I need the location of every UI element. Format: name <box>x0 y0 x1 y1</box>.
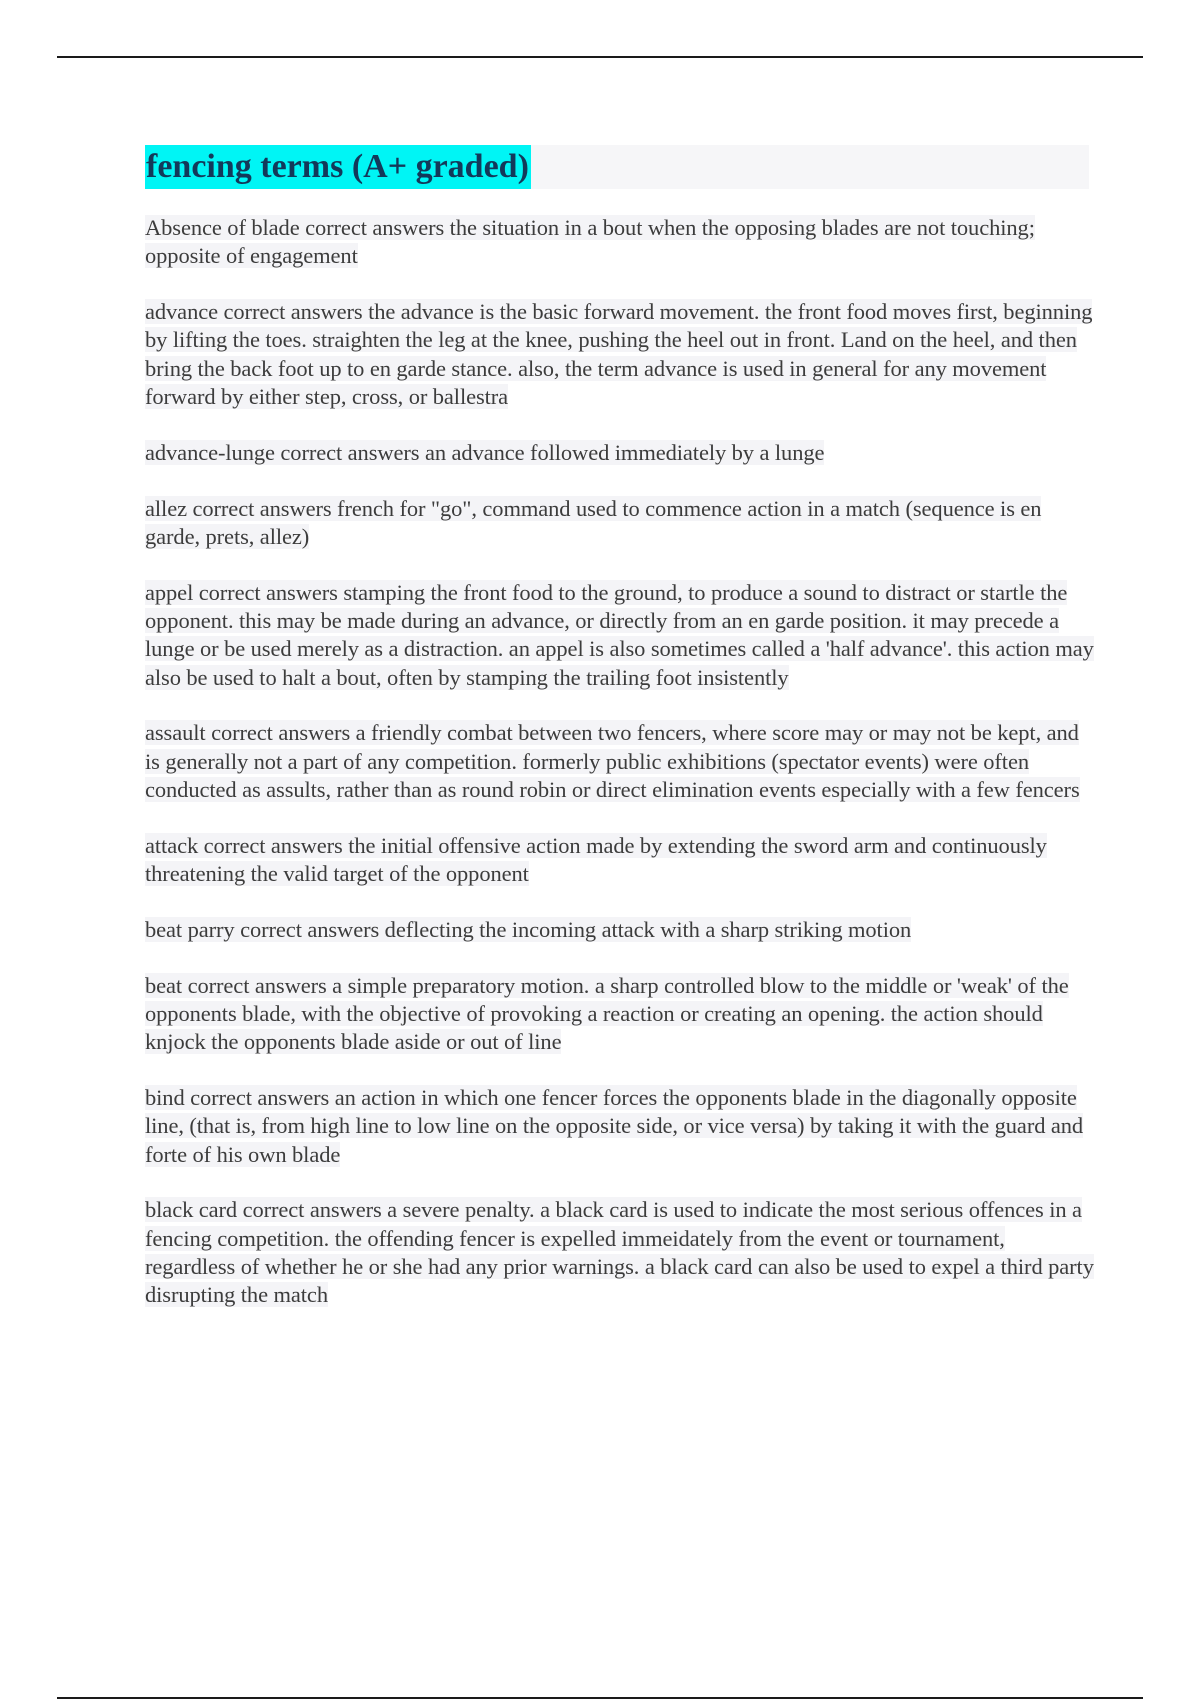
bottom-rule <box>57 1697 1143 1699</box>
term-entry-beat: beat correct answers a simple preparatory motion. a sharp controlled blow to the middle or 'weak' of the opponents blade, with the objective of provoking a reaction or creating an opening. the action should knjock the opponents blade aside or out of line <box>145 972 1069 1055</box>
term-entry-assault: assault correct answers a friendly combat between two fencers, where score may or may not be kept, and is generally not a part of any competition. formerly public exhibitions (spectator events) were often conducted as assults, rather than as round robin or direct elimination events especially with a few fencers <box>145 720 1080 802</box>
term-list <box>145 214 1095 1337</box>
term-entry-bind: bind correct answers an action in which one fencer forces the opponents blade in the diagonally opposite line, (that is, from high line to low line on the opposite side, or vice versa) by taking it with the guard and forte of his own blade <box>145 1085 1084 1167</box>
term-entry-black-card: black card correct answers a severe penalty. a black card is used to indicate the most serious offences in a fencing competition. the offending fencer is expelled immeidately from the event or tournament, regardless of whether he or she had any prior warnings. a black card can also be used to expel a third party disrupting the match <box>145 1197 1094 1308</box>
term-entry-advance: advance correct answers the advance is the basic forward movement. the front food moves first, beginning by lifting the toes. straighten the leg at the knee, pushing the heel out in front. Land on the heel, and then bring the back foot up to en garde stance. also, the term advance is used in general for any movement forward by either step, cross, or ballestra <box>145 299 1093 409</box>
page-title: fencing terms (A+ graded) <box>145 145 531 189</box>
term-entry-attack: attack correct answers the initial offensive action made by extending the sword arm and continuously threatening the valid target of the opponent <box>145 832 1047 887</box>
term-entry-appel: appel correct answers stamping the front food to the ground, to produce a sound to distract or startle the opponent. this may be made during an advance, or directly from an en garde position. it may precede a lunge or be used merely as a distraction. an appel is also sometimes called a 'half advance'. this action may also be used to halt a bout, often by stamping the trailing foot insistently <box>145 579 1094 690</box>
top-rule <box>57 56 1143 58</box>
term-entry-absence-of-blade: Absence of blade correct answers the situation in a bout when the opposing blades are not touching; opposite of engagement <box>145 215 1035 269</box>
term-entry-allez: allez correct answers french for "go", command used to commence action in a match (sequence is en garde, prets, allez) <box>145 495 1042 549</box>
term-entry-beat-parry: beat parry correct answers deflecting the incoming attack with a sharp striking motion <box>145 916 912 942</box>
term-entry-advance-lunge: advance-lunge correct answers an advance followed immediately by a lunge <box>145 439 825 465</box>
